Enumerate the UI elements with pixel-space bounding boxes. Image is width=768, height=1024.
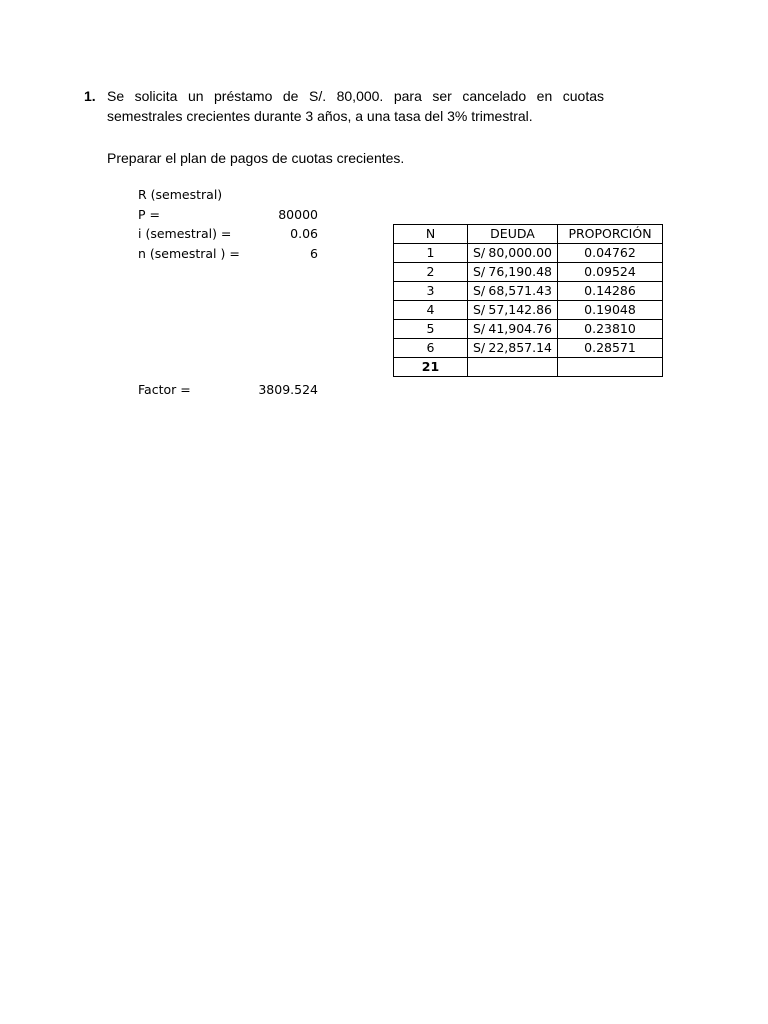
deuda-value: 57,142.86 xyxy=(488,302,552,317)
table-row xyxy=(394,244,663,263)
param-label: n (semestral ) = xyxy=(138,245,240,261)
deuda-value: 41,904.76 xyxy=(488,321,552,336)
cell-n: 5 xyxy=(394,320,468,339)
deuda-value: 22,857.14 xyxy=(488,340,552,355)
header-proporcion: PROPORCIÓN xyxy=(558,225,663,244)
total-proporcion xyxy=(558,358,663,377)
param-row xyxy=(138,205,318,225)
currency-symbol: S/ xyxy=(473,321,486,336)
param-label: P = xyxy=(138,206,160,222)
cell-proporcion: 0.19048 xyxy=(558,301,663,320)
problem-number: 1. xyxy=(84,88,96,104)
total-deuda xyxy=(468,358,558,377)
parameters-block xyxy=(138,185,318,263)
factor-value: 3809.524 xyxy=(258,382,318,397)
currency-symbol: S/ xyxy=(473,340,486,355)
cell-proporcion: 0.28571 xyxy=(558,339,663,358)
factor-label: Factor = xyxy=(138,382,191,397)
param-label: R (semestral) xyxy=(138,187,223,202)
cell-proporcion: 0.14286 xyxy=(558,282,663,301)
total-n: 21 xyxy=(394,358,468,377)
problem-text: Se solicita un préstamo de S/. 80,000. para ser cancelado en cuotas semestrales crecientes durante 3 años, a una tasa del 3% trimestral. xyxy=(107,88,604,124)
currency-symbol: S/ xyxy=(473,245,486,260)
param-row xyxy=(138,224,318,244)
table-row xyxy=(394,282,663,301)
deuda-value: 68,571.43 xyxy=(488,283,552,298)
cell-deuda xyxy=(468,263,558,282)
header-deuda: DEUDA xyxy=(468,225,558,244)
header-n: N xyxy=(394,225,468,244)
deuda-value: 80,000.00 xyxy=(488,245,552,260)
cell-deuda xyxy=(468,339,558,358)
cell-deuda xyxy=(468,244,558,263)
instruction-text: Preparar el plan de pagos de cuotas crecientes. xyxy=(107,150,405,166)
cell-n: 4 xyxy=(394,301,468,320)
param-row xyxy=(138,185,318,205)
cell-proporcion: 0.09524 xyxy=(558,263,663,282)
cell-proporcion: 0.23810 xyxy=(558,320,663,339)
cell-n: 1 xyxy=(394,244,468,263)
currency-symbol: S/ xyxy=(473,302,486,317)
param-label: i (semestral) = xyxy=(138,226,232,241)
param-row xyxy=(138,244,318,264)
table-row xyxy=(394,301,663,320)
cell-deuda xyxy=(468,301,558,320)
cell-n: 3 xyxy=(394,282,468,301)
param-value: 0.06 xyxy=(290,226,318,241)
deuda-value: 76,190.48 xyxy=(488,264,552,279)
table-row xyxy=(394,263,663,282)
table-row xyxy=(394,320,663,339)
cell-n: 2 xyxy=(394,263,468,282)
currency-symbol: S/ xyxy=(473,264,486,279)
table-row xyxy=(394,339,663,358)
problem-statement xyxy=(84,86,604,126)
payment-plan-table xyxy=(393,224,663,377)
currency-symbol: S/ xyxy=(473,283,486,298)
cell-deuda xyxy=(468,320,558,339)
param-value: 80000 xyxy=(278,206,318,222)
cell-deuda xyxy=(468,282,558,301)
table-header-row xyxy=(394,225,663,244)
cell-proporcion: 0.04762 xyxy=(558,244,663,263)
factor-row xyxy=(138,380,318,400)
table-total-row xyxy=(394,358,663,377)
param-value: 6 xyxy=(310,245,318,261)
cell-n: 6 xyxy=(394,339,468,358)
